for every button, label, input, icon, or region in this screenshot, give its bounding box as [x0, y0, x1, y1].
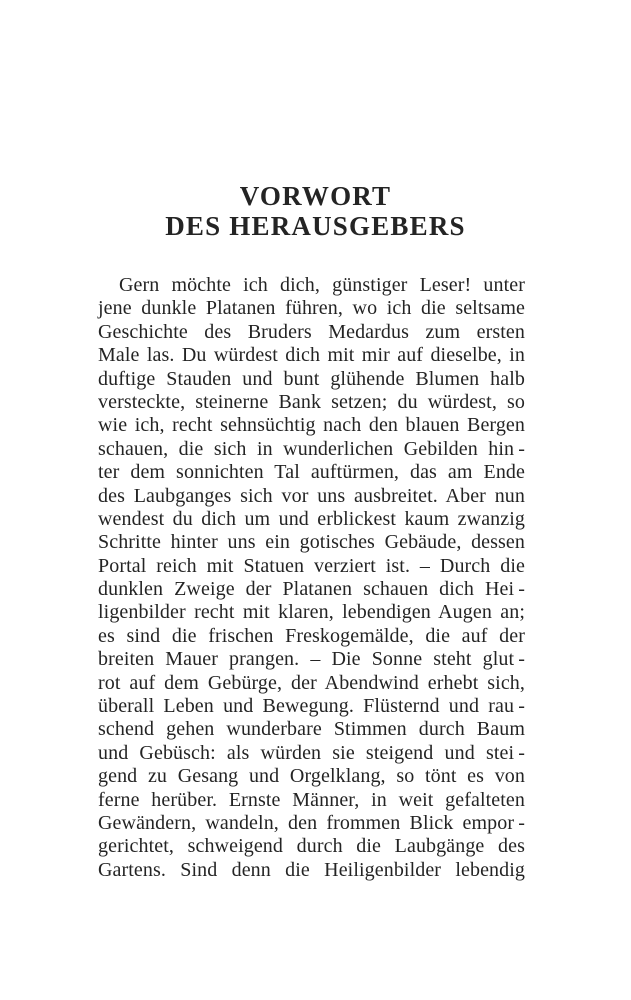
- text-line: Male las. Du würdest dich mit mir auf dieselbe, in: [98, 344, 525, 367]
- text-line: wie ich, recht sehnsüchtig nach den blauen Bergen: [98, 414, 525, 437]
- text-line: versteckte, steinerne Bank setzen; du würdest, so: [98, 390, 525, 413]
- text-line: es sind die frischen Freskogemälde, die auf der: [98, 624, 525, 647]
- text-line: schauen, die sich in wunderlichen Gebilden hin -: [98, 437, 525, 460]
- text-line: jene dunkle Platanen führen, wo ich die seltsame: [98, 297, 525, 320]
- text-line: breiten Mauer prangen. – Die Sonne steht glut -: [98, 648, 525, 671]
- text-line: dunklen Zweige der Platanen schauen dich Hei -: [98, 578, 525, 601]
- text-line: Gern möchte ich dich, günstiger Leser! unter: [119, 274, 525, 296]
- text-line: Portal reich mit Statuen verziert ist. – Durch die: [98, 554, 525, 577]
- paragraph: [98, 274, 525, 882]
- text-line: Gartens. Sind denn die Heiligenbilder lebendig: [98, 858, 525, 881]
- text-line: überall Leben und Bewegung. Flüsternd und rau -: [98, 695, 525, 718]
- text-line: Geschichte des Bruders Medardus zum ersten: [98, 320, 525, 343]
- text-line: rot auf dem Gebürge, der Abendwind erhebt sich,: [98, 671, 525, 694]
- text-line: des Laubganges sich vor uns ausbreitet. Aber nun: [98, 484, 525, 507]
- text-line: ligenbilder recht mit klaren, lebendigen Augen an;: [98, 601, 525, 624]
- text-line: gend zu Gesang und Orgelklang, so tönt es von: [98, 765, 525, 788]
- text-line: und Gebüsch: als würden sie steigend und stei -: [98, 741, 525, 764]
- text-line: Schritte hinter uns ein gotisches Gebäude, dessen: [98, 531, 525, 554]
- chapter-title-line1: VORWORT: [239, 181, 392, 211]
- chapter-title-line2: DES HERAUSGEBERS: [165, 211, 466, 241]
- text-line: ferne herüber. Ernste Männer, in weit gefalteten: [98, 788, 525, 811]
- text-line: gerichtet, schweigend durch die Laubgänge des: [98, 835, 525, 858]
- text-line: schend gehen wunderbare Stimmen durch Baum: [98, 718, 525, 741]
- chapter-title: [0, 181, 631, 241]
- text-line: wendest du dich um und erblickest kaum zwanzig: [98, 507, 525, 530]
- text-line: Gewändern, wandeln, den frommen Blick empor -: [98, 811, 525, 834]
- text-line: duftige Stauden und bunt glühende Blumen halb: [98, 367, 525, 390]
- text-line: ter dem sonnichten Tal auftürmen, das am Ende: [98, 461, 525, 484]
